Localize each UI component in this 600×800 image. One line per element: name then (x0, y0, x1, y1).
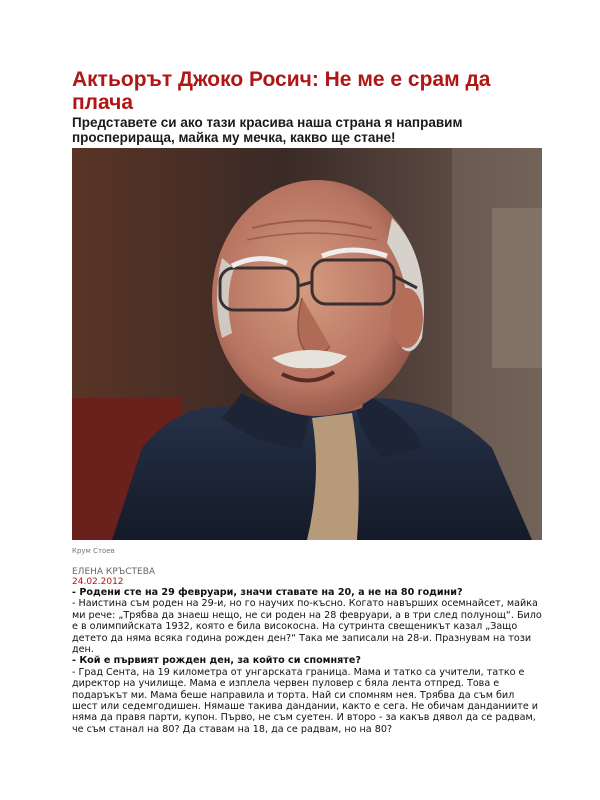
author-name: ЕЛЕНА КРЪСТЕВА (72, 567, 156, 577)
article-subtitle: Представете си ако тази красива наша страна я направим просперираща, майка му мечка, какво ще стане! (72, 115, 463, 145)
photo-credit: Крум Стоев (72, 547, 115, 555)
article-title: Актьорът Джоко Росич: Не ме е срам да плача (72, 68, 491, 114)
interview-question: - Родени сте на 29 февруари, значи ставате на 20, а не на 80 години? (72, 587, 463, 598)
interview-answer: - Наистина съм роден на 29-и, но го научих по-късно. Когато навърших осемнайсет, майка ми рече: „Трябва да знаеш нещо, не си роден на 28 февруари, а в три след полунощ“. Било е в олимпийската 1932, която е била високосна. На сутринта свещеникът казал „Защо детето да няма всяка година рожден ден?“ Така ме записали на 28-и. Празнувам на този ден. (72, 598, 542, 656)
article (72, 68, 542, 735)
publish-date: 24.02.2012 (72, 577, 124, 587)
interview-question: - Кой е първият рожден ден, за който си спомняте? (72, 655, 361, 667)
byline (72, 567, 542, 587)
portrait-illustration (72, 148, 542, 540)
interview-body (72, 587, 542, 735)
article-photo (72, 148, 542, 540)
interview-answer: - Град Сента, на 19 километра от унгарската граница. Мама и татко са учители, татко е директор на училище. Мама е изплела червен пуловер с бяла лента отпред. Това е подаръкът ми. Мама беше направила и торта. Най си спомням нея. Трябва да съм бил шест или седемгодишен. Нямаше такива дандании, както е сега. Не обичам дандaниите и няма да правя парти, купон. Първо, не съм суетен. И второ - за какъв дявол да се радвам, че съм станал на 80? Да ставам на 18, да се радвам, но на 80? (72, 666, 539, 735)
